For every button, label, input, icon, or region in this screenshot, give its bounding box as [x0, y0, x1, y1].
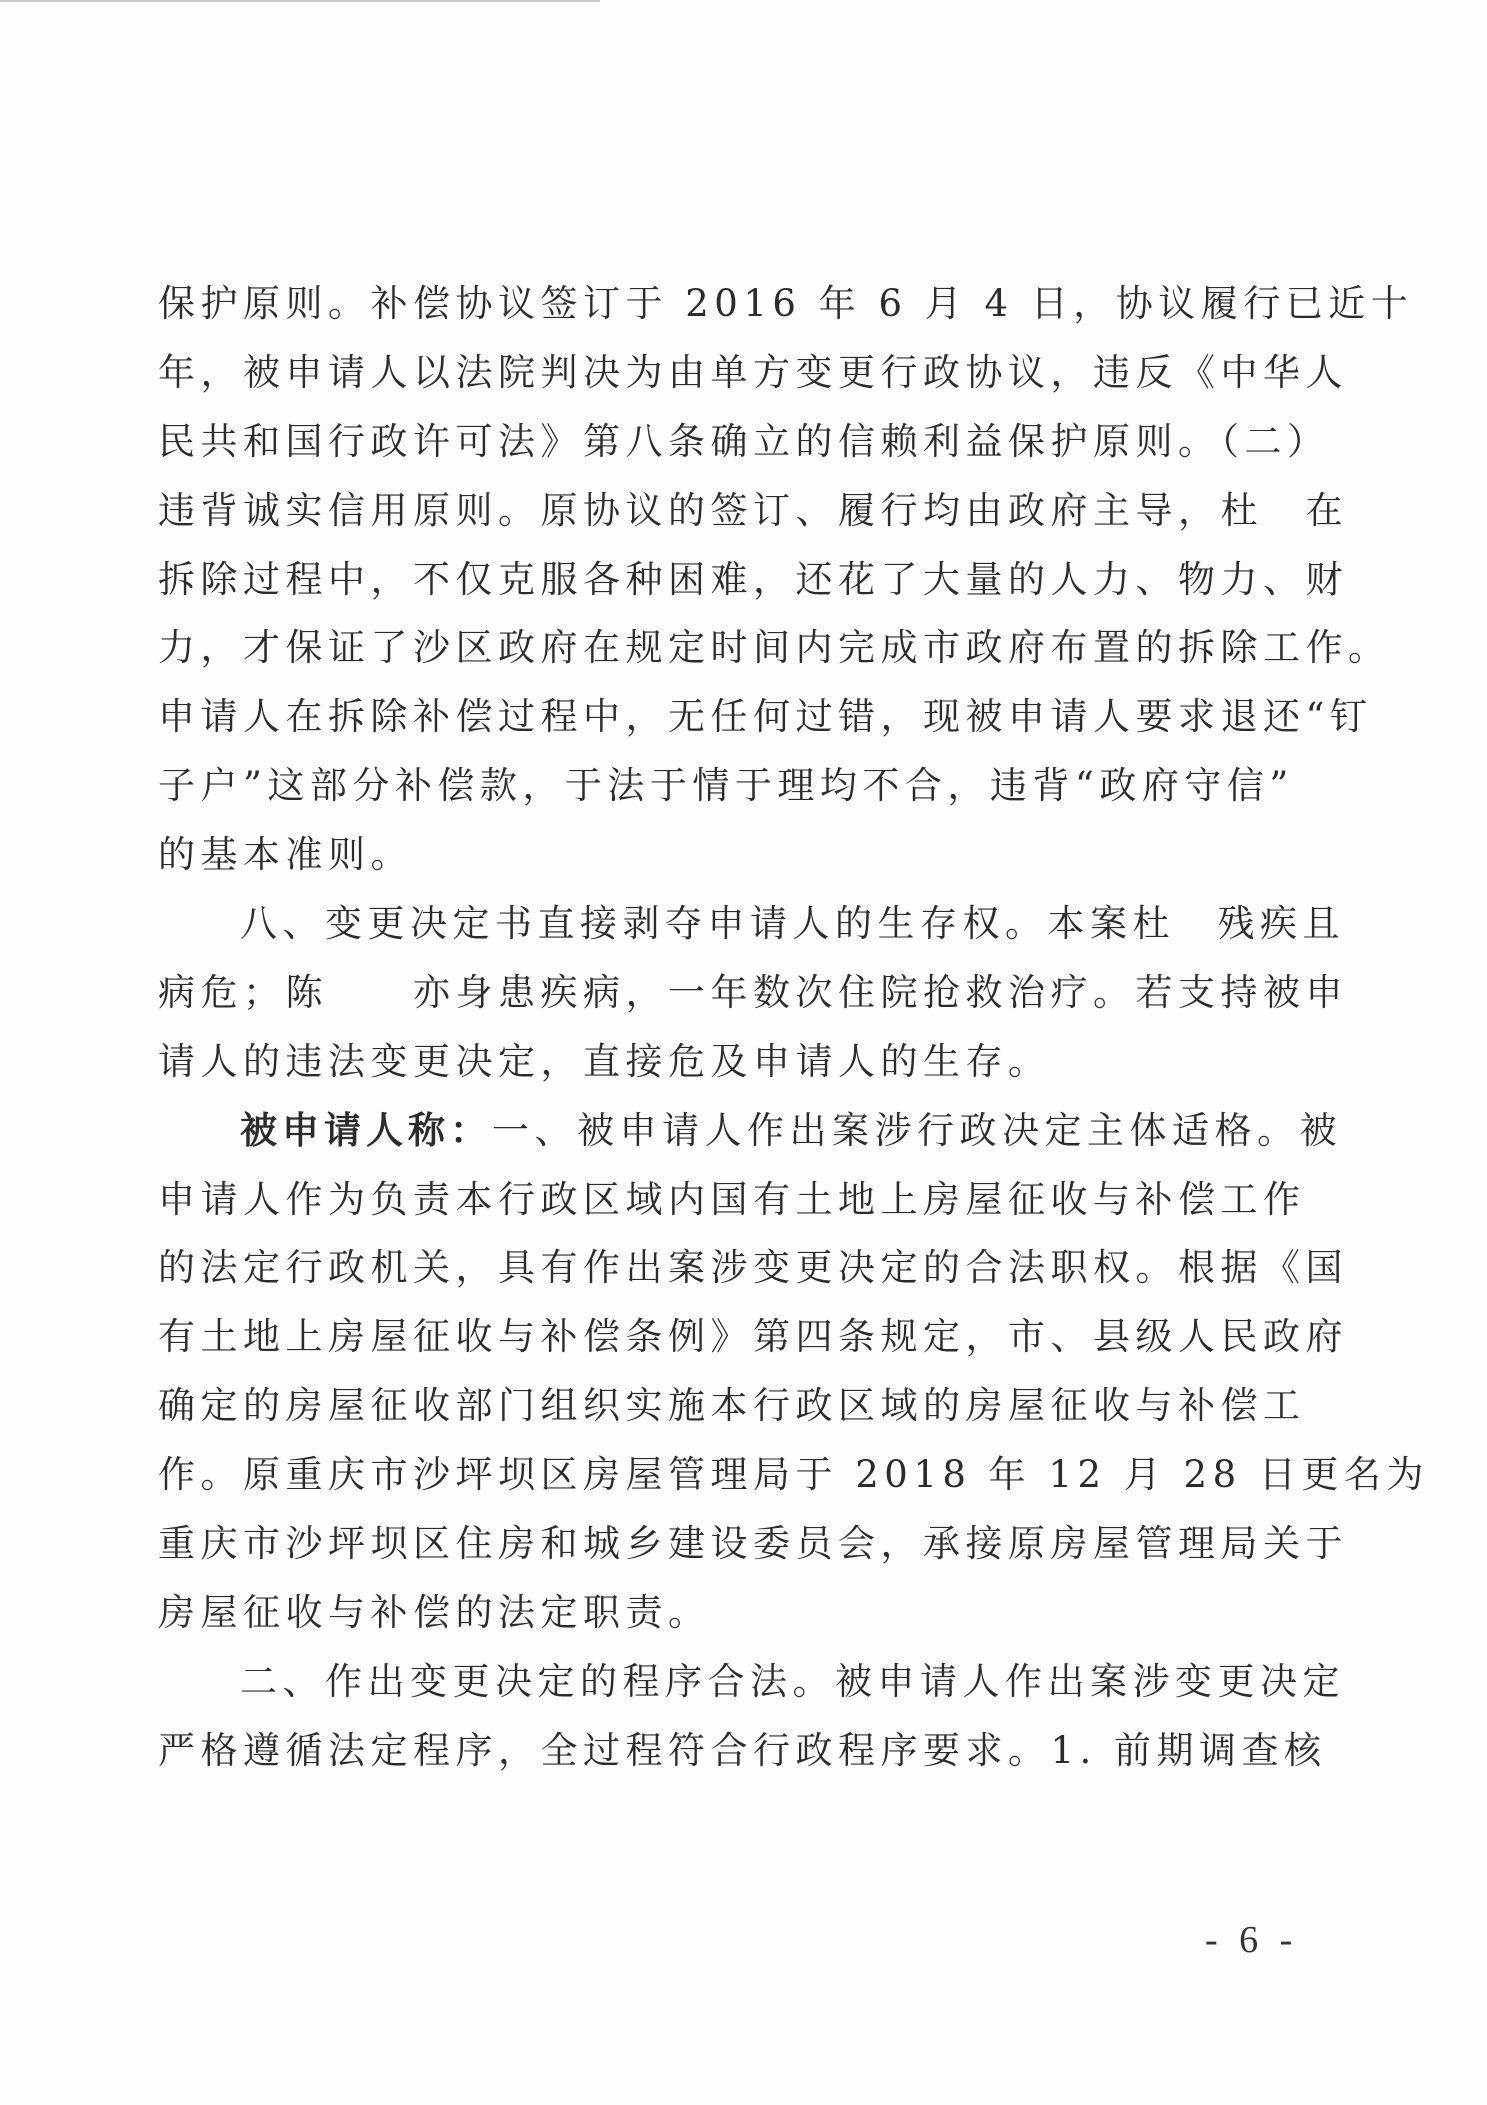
text-line: 子户”这部分补偿款，于法于情于理均不合，违背“政府守信”	[158, 764, 1294, 808]
text-line: 严格遵循法定程序，全过程符合行政程序要求。1. 前期调查核	[158, 1728, 1327, 1772]
text-line: 一、被申请人作出案涉行政决定主体适格。被	[492, 1108, 1342, 1152]
text-line: 违背诚实信用原则。原协议的签订、履行均由政府主导，杜 在	[158, 488, 1348, 532]
document-body	[158, 270, 1429, 1786]
text-line: 申请人作为负责本行政区域内国有土地上房屋征收与补偿工作	[158, 1177, 1306, 1221]
text-line: 八、变更决定书直接剥夺申请人的生存权。本案杜 残疾且	[240, 902, 1345, 946]
text-line: 民共和国行政许可法》第八条确立的信赖利益保护原则。（二）	[158, 419, 1330, 463]
page-number: - 6 -	[1205, 1919, 1299, 1961]
text-line: 年，被申请人以法院判决为由单方变更行政协议，违反《中华人	[158, 350, 1348, 394]
text-line: 确定的房屋征收部门组织实施本行政区域的房屋征收与补偿工	[158, 1384, 1306, 1428]
text-line: 的基本准则。	[158, 833, 413, 877]
text-line: 力，才保证了沙区政府在规定时间内完成市政府布置的拆除工作。	[158, 626, 1391, 670]
text-line: 拆除过程中，不仅克服各种困难，还花了大量的人力、物力、财	[158, 557, 1348, 601]
text-line: 作。原重庆市沙坪坝区房屋管理局于 2018 年 12 月 28 日更名为	[158, 1453, 1429, 1497]
text-line: 二、作出变更决定的程序合法。被申请人作出案涉变更决定	[240, 1659, 1345, 1703]
text-line: 保护原则。补偿协议签订于 2016 年 6 月 4 日，协议履行已近十	[158, 282, 1414, 325]
respondent-label: 被申请人称：	[240, 1108, 492, 1152]
scan-edge-line	[0, 0, 600, 2]
text-line: 的法定行政机关，具有作出案涉变更决定的合法职权。根据《国	[158, 1246, 1348, 1290]
text-line: 房屋征收与补偿的法定职责。	[158, 1590, 711, 1634]
respondent-paragraph-start	[158, 1097, 1342, 1166]
text-line: 有土地上房屋征收与补偿条例》第四条规定，市、县级人民政府	[158, 1315, 1348, 1359]
text-line: 申请人在拆除补偿过程中，无任何过错，现被申请人要求退还“钉	[158, 695, 1373, 739]
text-line: 请人的违法变更决定，直接危及申请人的生存。	[158, 1039, 1051, 1083]
text-line: 病危；陈 亦身患疾病，一年数次住院抢救治疗。若支持被申	[158, 970, 1348, 1014]
text-line: 重庆市沙坪坝区住房和城乡建设委员会，承接原房屋管理局关于	[158, 1522, 1348, 1566]
